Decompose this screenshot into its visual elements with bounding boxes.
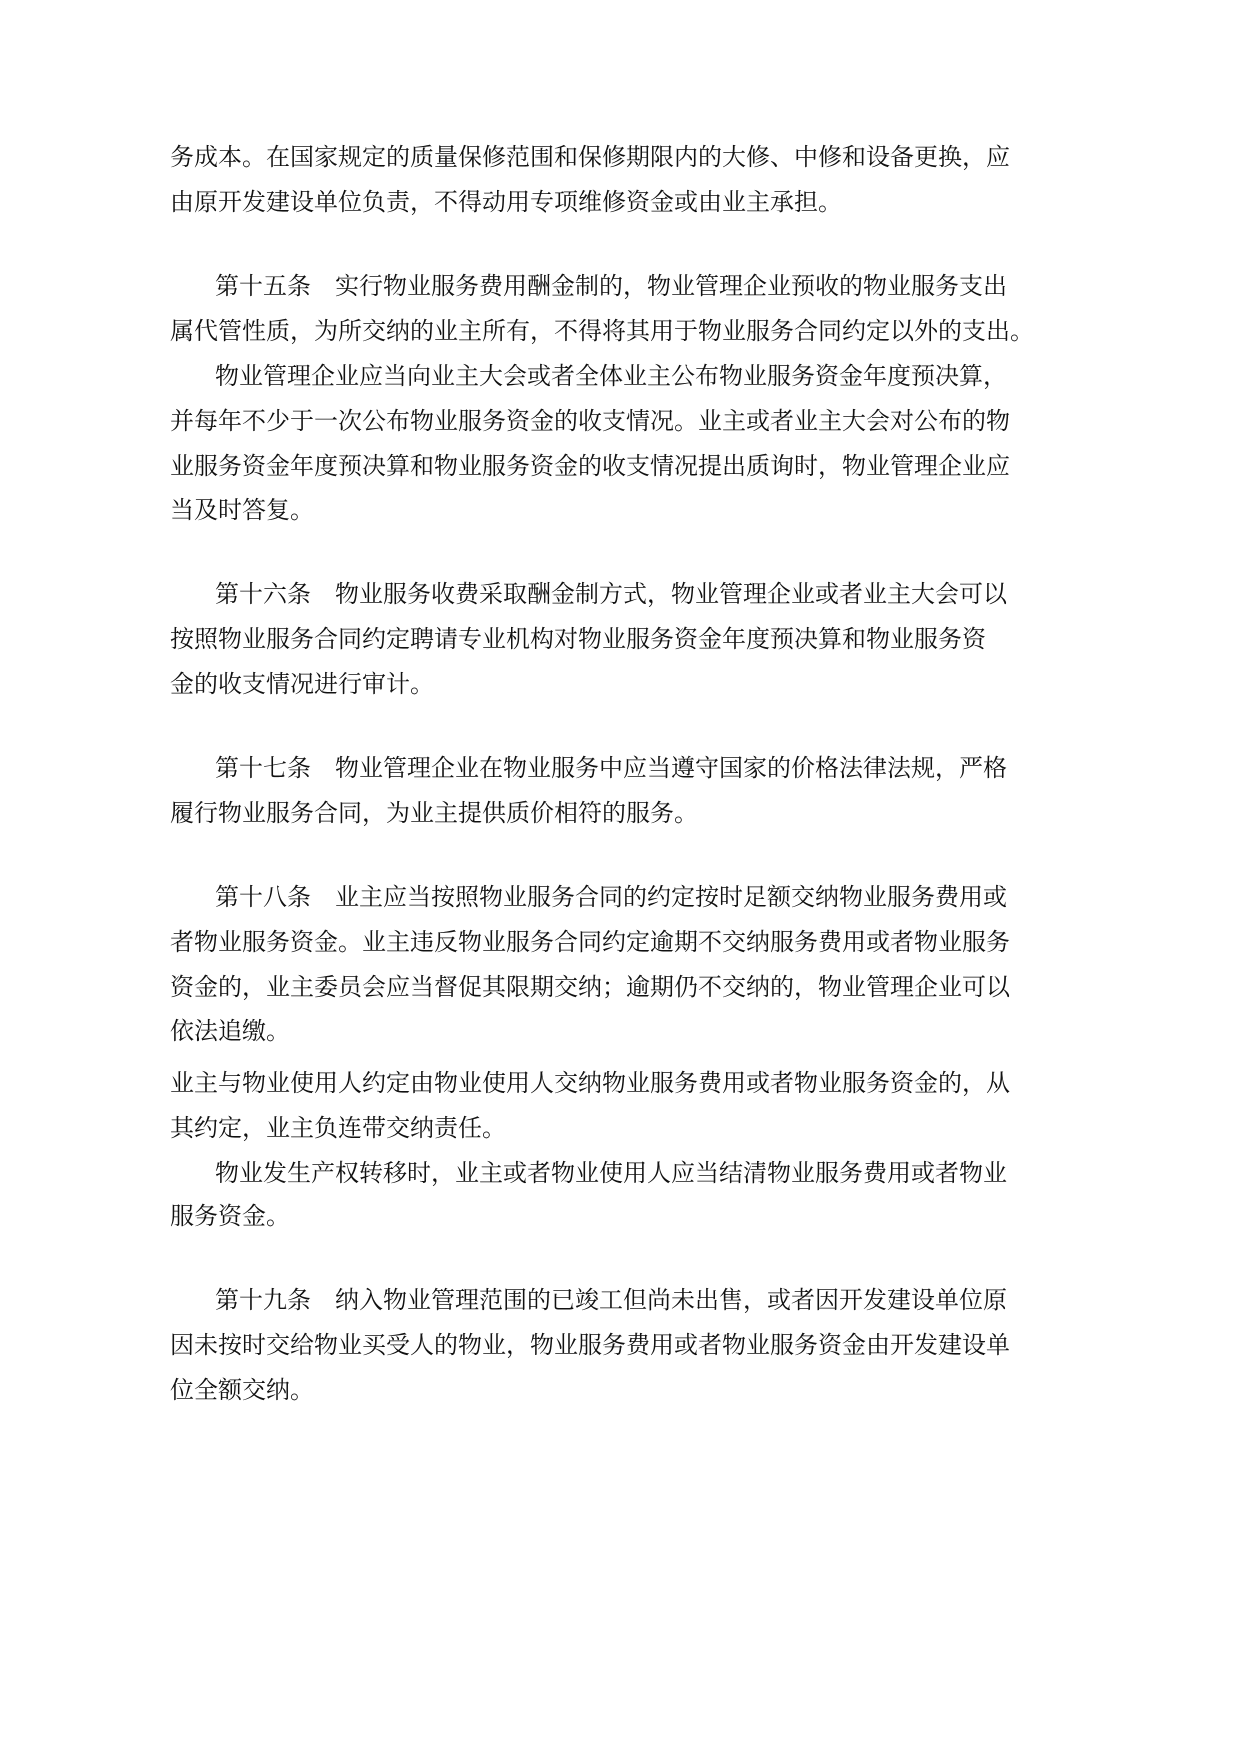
line-text: 由原开发建设单位负责，不得动用专项维修资金或由业主承担。 [170, 188, 842, 216]
paragraph-line [0, 1325, 1241, 1365]
paragraph-line [0, 1370, 1241, 1410]
line-text: 者物业服务资金。业主违反物业服务合同约定逾期不交纳服务费用或者物业服务 [170, 928, 1010, 956]
line-text: 第十九条 纳入物业管理范围的已竣工但尚未出售，或者因开发建设单位原 [215, 1286, 1007, 1314]
article-16-line [0, 574, 1241, 614]
line-text: 当及时答复。 [170, 496, 314, 524]
paragraph-line [0, 793, 1241, 833]
paragraph-line [0, 401, 1241, 441]
paragraph-line [0, 311, 1241, 351]
paragraph-line [0, 619, 1241, 659]
paragraph-line [0, 1196, 1241, 1236]
article-18-line [0, 877, 1241, 917]
paragraph-line [0, 182, 1241, 222]
paragraph-line [0, 967, 1241, 1007]
line-text: 物业管理企业应当向业主大会或者全体业主公布物业服务资金年度预决算， [215, 362, 1007, 390]
line-text: 按照物业服务合同约定聘请专业机构对物业服务资金年度预决算和物业服务资 [170, 625, 986, 653]
paragraph-line [0, 922, 1241, 962]
line-text: 业服务资金年度预决算和物业服务资金的收支情况提出质询时，物业管理企业应 [170, 452, 1010, 480]
line-text: 位全额交纳。 [170, 1376, 314, 1404]
article-15-line [0, 266, 1241, 306]
article-19-line [0, 1280, 1241, 1320]
line-text: 依法追缴。 [170, 1017, 290, 1045]
line-text: 物业发生产权转移时，业主或者物业使用人应当结清物业服务费用或者物业 [215, 1159, 1007, 1187]
paragraph-line [0, 664, 1241, 704]
line-text: 服务资金。 [170, 1202, 290, 1230]
line-text: 因未按时交给物业买受人的物业，物业服务费用或者物业服务资金由开发建设单 [170, 1331, 1010, 1359]
paragraph-line [0, 356, 1241, 396]
line-text: 属代管性质，为所交纳的业主所有，不得将其用于物业服务合同约定以外的支出。 [170, 317, 1034, 345]
paragraph-line [0, 137, 1241, 177]
line-text: 业主与物业使用人约定由物业使用人交纳物业服务费用或者物业服务资金的，从 [170, 1069, 1010, 1097]
paragraph-line [0, 446, 1241, 486]
article-17-line [0, 748, 1241, 788]
paragraph-line [0, 490, 1241, 530]
line-text: 其约定，业主负连带交纳责任。 [170, 1114, 506, 1142]
paragraph-line [0, 1063, 1241, 1103]
line-text: 并每年不少于一次公布物业服务资金的收支情况。业主或者业主大会对公布的物 [170, 407, 1010, 435]
line-text: 第十五条 实行物业服务费用酬金制的，物业管理企业预收的物业服务支出 [215, 272, 1007, 300]
line-text: 第十六条 物业服务收费采取酬金制方式，物业管理企业或者业主大会可以 [215, 580, 1007, 608]
line-text: 履行物业服务合同，为业主提供质价相符的服务。 [170, 799, 698, 827]
line-text: 第十七条 物业管理企业在物业服务中应当遵守国家的价格法律法规，严格 [215, 754, 1007, 782]
paragraph-line [0, 1108, 1241, 1148]
line-text: 务成本。在国家规定的质量保修范围和保修期限内的大修、中修和设备更换，应 [170, 143, 1010, 171]
paragraph-line [0, 1011, 1241, 1051]
line-text: 第十八条 业主应当按照物业服务合同的约定按时足额交纳物业服务费用或 [215, 883, 1007, 911]
paragraph-line [0, 1153, 1241, 1193]
line-text: 资金的，业主委员会应当督促其限期交纳；逾期仍不交纳的，物业管理企业可以 [170, 973, 1010, 1001]
line-text: 金的收支情况进行审计。 [170, 670, 434, 698]
